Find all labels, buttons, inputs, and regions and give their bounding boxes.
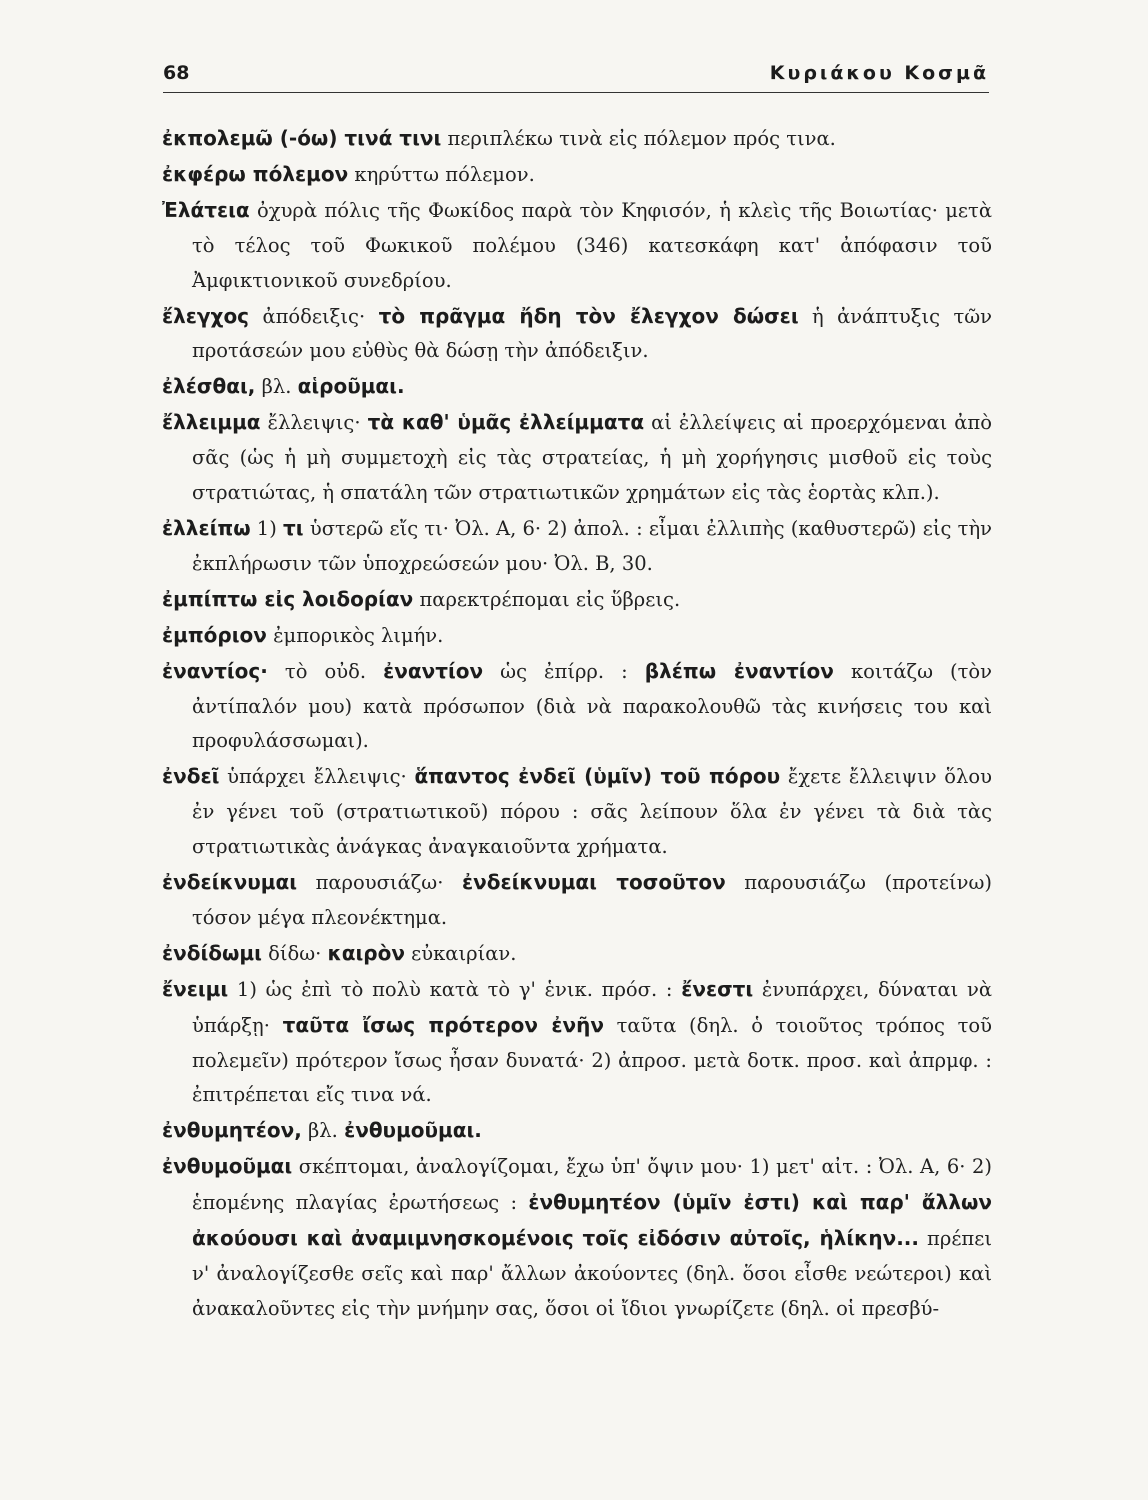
headword: Ἐλάτεια (162, 197, 250, 222)
headword: ἔνειμι (162, 976, 229, 1001)
glossary-entries (162, 121, 992, 1327)
definition-text: ἀπόδειξις· (249, 304, 379, 328)
cross-reference: αἱροῦμαι. (297, 374, 405, 399)
bold-phrase: τὰ καθ' ὑμᾶς ἐλλείμματα (367, 410, 645, 435)
glossary-entry (162, 972, 992, 1114)
definition-text: ἡ ἀνάπτυξις τῶν προτάσεών μου εὐθὺς θὰ δώσῃ τὴν ἀπόδειξιν. (192, 304, 992, 363)
definition-text: κοιτάζω (τὸν ἀντίπαλόν μου) κατὰ πρόσωπον (διὰ νὰ παρακολουθῶ τὰς κινήσεις του καὶ προφυλάσσωμαι). (192, 659, 993, 753)
bold-phrase: καιρὸν (327, 940, 405, 965)
bold-phrase: ἐνδείκνυμαι τοσοῦτον (461, 870, 726, 895)
definition-text: πρέπει ν' ἀναλογίζεσθε σεῖς καὶ παρ' ἄλλων ἀκούοντες (δηλ. ὅσοι εἶσθε νεώτεροι) καὶ ἀνακαλοῦντες εἰς τὴν μνήμην σας, ὅσοι οἱ ἴδιοι γνωρίζετε (δηλ. οἱ πρεσβύ- (192, 1227, 992, 1320)
bold-phrase: ἐνθυμητέον (ὑμῖν ἐστι) καὶ παρ' ἄλλων ἀκούουσι καὶ ἀναμιμνησκομένοις τοῖς εἰδόσιν αὐτοῖς, ἡλίκην... (192, 1190, 992, 1251)
glossary-entry (162, 299, 992, 370)
definition-text: εὐκαιρίαν. (404, 941, 517, 965)
bold-phrase: τι (283, 515, 304, 540)
definition-text: περιπλέκω τινὰ εἰς πόλεμον πρός τινα. (441, 127, 836, 150)
headword: ἐλλείπω (162, 515, 251, 540)
glossary-entry (162, 405, 992, 511)
definition-text: ἐμπορικὸς λιμήν. (266, 623, 444, 647)
bold-phrase: βλέπω ἐναντίον (644, 658, 834, 683)
glossary-entry (162, 759, 992, 865)
headword: ἐμπίπτω εἰς λοιδορίαν (162, 586, 414, 611)
bold-phrase: ἅπαντος ἐνδεῖ (ὑμῖν) τοῦ πόρου (414, 764, 781, 789)
page-number: 68 (163, 62, 190, 84)
definition-text: ταῦτα (δηλ. ὁ τοιοῦτος τρόπος τοῦ πολεμεῖν) πρότερον ἴσως ἦσαν δυνατά· 2) ἀπροσ. μετὰ δοτκ. προσ. καὶ ἀπρμφ. : ἐπιτρέπεται εἴς τινα νά. (192, 1013, 993, 1107)
definition-text: βλ. (255, 375, 298, 399)
headword: ἐναντίος· (162, 658, 268, 683)
definition-text: παρεκτρέπομαι εἰς ὕβρεις. (413, 587, 681, 611)
headword: ἐκπολεμῶ (-όω) τινά τινι (162, 126, 442, 150)
definition-text: ἔχετε ἔλλειψιν ὅλου ἐν γένει τοῦ (στρατιωτικοῦ) πόρου : σᾶς λείπουν ὅλα ἐν γένει τὰ διὰ τὰς στρατιωτικὰς ἀνάγκας ἀναγκαιοῦντα χρήματα. (192, 765, 992, 859)
definition-text: ὡς ἐπίρρ. : (483, 659, 645, 683)
glossary-entry (162, 1113, 992, 1149)
definition-text: ὀχυρὰ πόλις τῆς Φωκίδος παρὰ τὸν Κηφισόν, ἡ κλεὶς τῆς Βοιωτίας· μετὰ τὸ τέλος τοῦ Φωκικοῦ πολέμου (346) κατεσκάφη κατ' ἀπόφασιν τοῦ Ἀμφικτιονικοῦ συνεδρίου. (192, 198, 992, 292)
definition-text: ὑστερῶ εἴς τι· Ὀλ. Α, 6· 2) ἀπολ. : εἶμαι ἐλλιπὴς (καθυστερῶ) εἰς τὴν ἐκπλήρωσιν τῶν ὑποχρεώσεών μου· Ὀλ. Β, 30. (192, 516, 992, 575)
definition-text: αἱ ἐλλείψεις αἱ προερχόμεναι ἀπὸ σᾶς (ὡς ἡ μὴ συμμετοχὴ εἰς τὰς στρατείας, ἡ μὴ χορήγησις μισθοῦ εἰς τοὺς στρατιώτας, ἡ σπατάλη τῶν στρατιωτικῶν χρημάτων εἰς τὰς ἑορτὰς κλπ.). (192, 411, 992, 505)
headword: ἐνδίδωμι (162, 940, 262, 965)
headword: ἐνδείκνυμαι (162, 870, 298, 895)
glossary-entry (162, 865, 992, 936)
bold-phrase: ταῦτα ἴσως πρότερον ἐνῆν (282, 1012, 604, 1037)
definition-text: κηρύττω πόλεμον. (348, 162, 535, 186)
definition-text: βλ. (301, 1119, 345, 1143)
definition-text: τὸ οὐδ. (267, 659, 384, 683)
definition-text: ὑπάρχει ἔλλειψις· (219, 765, 415, 789)
glossary-entry (162, 157, 992, 193)
glossary-entry (162, 193, 992, 299)
definition-text: παρουσιάζω (προτείνω) τόσον μέγα πλεονέκτημα. (192, 871, 992, 929)
headword: ἐκφέρω πόλεμον (162, 161, 349, 186)
headword: ἐνθυμοῦμαι (162, 1154, 293, 1179)
definition-text: ἔλλειψις· (260, 411, 368, 435)
bold-phrase: ἐναντίον (383, 658, 484, 683)
page-header (163, 58, 989, 93)
headword: ἔλεγχος (162, 303, 250, 328)
bold-phrase: τὸ πρᾶγμα ἤδη τὸν ἔλεγχον δώσει (378, 303, 799, 328)
glossary-entry (162, 1149, 992, 1327)
running-head: Κυριάκου Κοσμᾶ (769, 62, 989, 84)
cross-reference: ἐνθυμοῦμαι. (344, 1118, 482, 1143)
definition-text: ἐνυπάρχει, δύναται νὰ ὑπάρξῃ· (192, 977, 992, 1037)
glossary-entry (162, 582, 992, 618)
glossary-entry (162, 618, 992, 654)
glossary-entry (162, 936, 992, 972)
definition-text: παρουσιάζω· (297, 871, 462, 895)
definition-text: 1) (250, 516, 284, 540)
definition-text: σκέπτομαι, ἀναλογίζομαι, ἔχω ὑπ' ὄψιν μου· 1) μετ' αἰτ. : Ὀλ. Α, 6· 2) ἑπομένης πλαγίας ἐρωτήσεως : (192, 1155, 992, 1215)
glossary-entry (162, 654, 992, 760)
headword: ἐμπόριον (162, 622, 267, 647)
definition-text: 1) ὡς ἐπὶ τὸ πολὺ κατὰ τὸ γ' ἑνικ. πρόσ. : (228, 977, 682, 1001)
headword: ἐνθυμητέον, (162, 1118, 302, 1143)
bold-phrase: ἔνεστι (681, 976, 754, 1001)
headword: ἐνδεῖ (162, 764, 220, 789)
glossary-entry (162, 121, 992, 157)
headword: ἐλέσθαι, (162, 374, 256, 399)
definition-text: δίδω· (261, 941, 328, 965)
glossary-entry (162, 369, 992, 405)
headword: ἔλλειμμα (162, 410, 261, 435)
glossary-entry (162, 511, 992, 582)
